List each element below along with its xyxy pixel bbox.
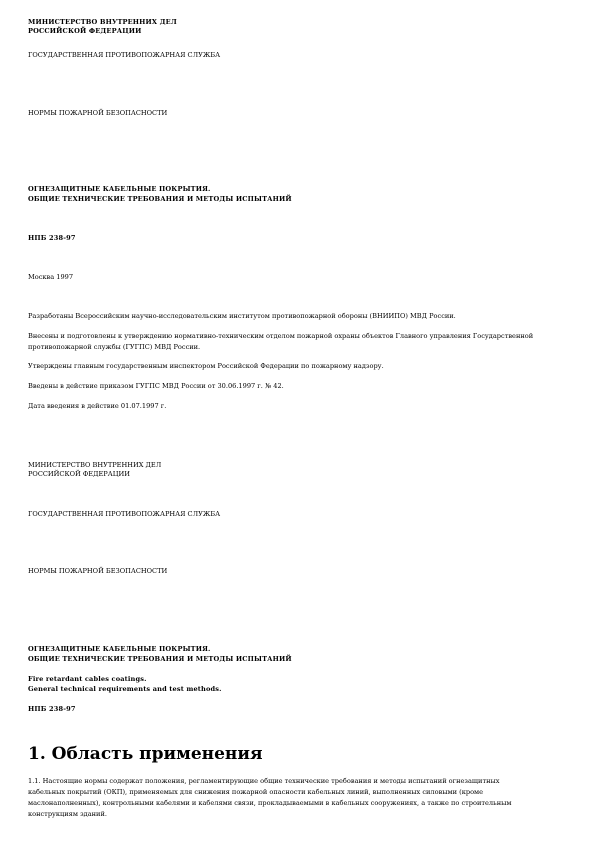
service-name: ГОСУДАРСТВЕННАЯ ПРОТИВОПОЖАРНАЯ СЛУЖБА	[28, 51, 221, 59]
document-title-line-1-repeat: ОГНЕЗАЩИТНЫЕ КАБЕЛЬНЫЕ ПОКРЫТИЯ.	[28, 645, 211, 653]
section-paragraph-line-1: 1.1. Настоящие нормы содержат положения, регламентирующие общие технические требования и методы испытаний огнезащитных	[28, 777, 500, 785]
document-code: НПБ 238-97	[28, 234, 76, 242]
approved-by: Утверждены главным государственным инспектором Российской Федерации по пожарному надзору.	[28, 362, 384, 370]
ministry-line-2-repeat: РОССИЙСКОЙ ФЕДЕРАЦИИ	[28, 470, 130, 478]
city-year: Москва 1997	[28, 273, 74, 281]
enacted-order: Введены в действие приказом ГУГПС МВД России от 30.06.1997 г. № 42.	[28, 382, 284, 390]
norms-label-repeat: НОРМЫ ПОЖАРНОЙ БЕЗОПАСНОСТИ	[28, 567, 168, 575]
section-paragraph-line-2: кабельных покрытий (ОКП), применяемых для снижения пожарной опасности кабельных линий, выполненных силовыми (кроме	[28, 788, 484, 796]
section-heading: 1. Область применения	[28, 744, 263, 764]
section-paragraph-line-4: конструкциям зданий.	[28, 810, 107, 818]
section-paragraph-line-3: маслонаполненных), контрольными кабелями и кабелями связи, прокладываемыми в кабельных сооружениях, а также по строительным	[28, 799, 512, 807]
ministry-line-1-repeat: МИНИСТЕРСТВО ВНУТРЕННИХ ДЕЛ	[28, 461, 162, 469]
english-title-line-2: General technical requirements and test methods.	[28, 685, 222, 693]
introduced-by: Внесены и подготовлены к утверждению нормативно-техническим отделом пожарной охраны объектов Главного управления Государственной противопожарной службы (ГУГПС) МВД России.	[28, 332, 534, 351]
document-title-line-2: ОБЩИЕ ТЕХНИЧЕСКИЕ ТРЕБОВАНИЯ И МЕТОДЫ ИСПЫТАНИЙ	[28, 195, 292, 203]
english-title-line-1: Fire retardant cables coatings.	[28, 675, 147, 683]
document-code-repeat: НПБ 238-97	[28, 705, 76, 713]
section-paragraph	[28, 776, 568, 820]
document-title-line-1: ОГНЕЗАЩИТНЫЕ КАБЕЛЬНЫЕ ПОКРЫТИЯ.	[28, 185, 211, 193]
ministry-line-2: РОССИЙСКОЙ ФЕДЕРАЦИИ	[28, 27, 142, 35]
developed-by: Разработаны Всероссийским научно-исследовательским институтом противопожарной обороны (ВНИИПО) МВД России.	[28, 312, 456, 320]
norms-label: НОРМЫ ПОЖАРНОЙ БЕЗОПАСНОСТИ	[28, 109, 168, 117]
service-name-repeat: ГОСУДАРСТВЕННАЯ ПРОТИВОПОЖАРНАЯ СЛУЖБА	[28, 510, 221, 518]
document-title-line-2-repeat: ОБЩИЕ ТЕХНИЧЕСКИЕ ТРЕБОВАНИЯ И МЕТОДЫ ИСПЫТАНИЙ	[28, 655, 292, 663]
ministry-line-1: МИНИСТЕРСТВО ВНУТРЕННИХ ДЕЛ	[28, 18, 177, 26]
effective-date: Дата введения в действие 01.07.1997 г.	[28, 402, 167, 410]
